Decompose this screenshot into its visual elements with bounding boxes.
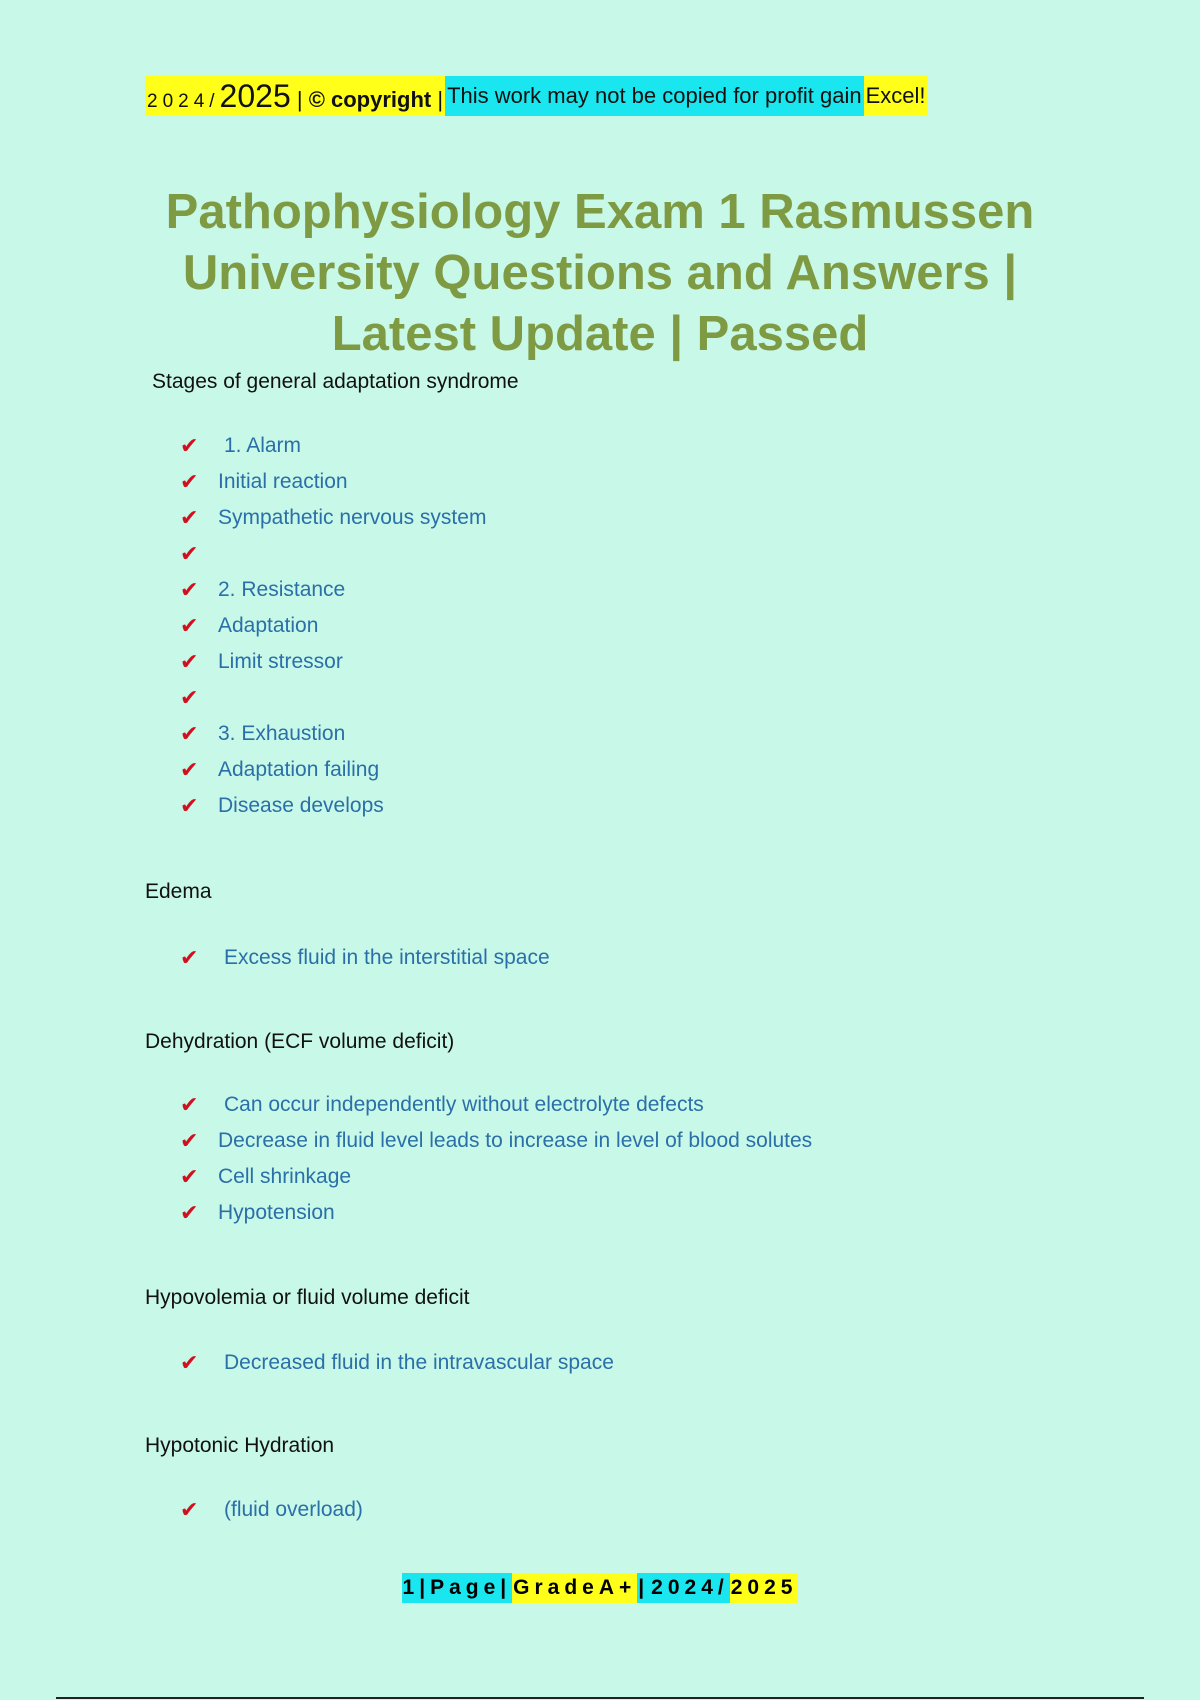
checkmark-icon: ✔ — [180, 1164, 199, 1189]
page-divider — [56, 1697, 1144, 1699]
list-item: ✔ Can occur independently without electrolyte defects — [180, 1092, 704, 1117]
list-item: ✔ Disease develops — [180, 793, 384, 818]
section-heading: Hypovolemia or fluid volume deficit — [145, 1286, 470, 1309]
document-title: Pathophysiology Exam 1 Rasmussen University Questions and Answers | Latest Update | Passed — [165, 185, 1035, 361]
checkmark-icon: ✔ — [180, 1350, 199, 1375]
list-item: ✔ (fluid overload) — [180, 1497, 363, 1522]
list-item: ✔ Cell shrinkage — [180, 1164, 352, 1189]
checkmark-icon: ✔ — [180, 793, 199, 818]
checkmark-icon: ✔ — [180, 577, 199, 602]
checkmark-icon: ✔ — [180, 945, 199, 970]
copy-notice: This work may not be copied for profit gain — [445, 76, 864, 116]
answer-list — [180, 1492, 363, 1528]
list-item: ✔ Adaptation failing — [180, 757, 380, 782]
page-footer: 1|Page|GradeA+|2024/2025 — [0, 1573, 1200, 1603]
page-number: 1|Page| — [402, 1573, 513, 1603]
answer-list — [180, 1345, 614, 1381]
list-item — [180, 680, 486, 716]
header-banner — [145, 76, 928, 116]
section-heading: Edema — [145, 880, 212, 903]
checkmark-icon: ✔ — [180, 1128, 199, 1153]
checkmark-icon: ✔ — [180, 1092, 199, 1117]
list-item: ✔ 1. Alarm — [180, 433, 302, 458]
section-heading: Dehydration (ECF volume deficit) — [145, 1030, 455, 1053]
section-heading: Stages of general adaptation syndrome — [152, 370, 519, 393]
checkmark-icon: ✔ — [180, 757, 199, 782]
checkmark-icon: ✔ — [180, 721, 199, 746]
checkmark-icon: ✔ — [180, 433, 199, 458]
excel-label: Excel! — [864, 76, 928, 116]
list-item: ✔ 3. Exhaustion — [180, 721, 346, 746]
answer-list — [180, 428, 486, 824]
checkmark-icon: ✔ — [180, 505, 199, 530]
list-item: ✔ 2. Resistance — [180, 577, 346, 602]
checkmark-icon: ✔ — [180, 685, 199, 710]
list-item: ✔ Sympathetic nervous system — [180, 505, 487, 530]
list-item: ✔ Initial reaction — [180, 469, 348, 494]
answer-list — [180, 1087, 812, 1231]
answer-list — [180, 940, 550, 976]
section-heading: Hypotonic Hydration — [145, 1434, 335, 1457]
checkmark-icon: ✔ — [180, 649, 199, 674]
grade-label: GradeA+ — [512, 1573, 637, 1603]
list-item: ✔ Adaptation — [180, 613, 319, 638]
list-item: ✔ Decrease in fluid level leads to increase in level of blood solutes — [180, 1128, 813, 1153]
list-item: ✔ Hypotension — [180, 1200, 335, 1225]
checkmark-icon: ✔ — [180, 613, 199, 638]
checkmark-icon: ✔ — [180, 541, 199, 566]
list-item: ✔ Limit stressor — [180, 649, 343, 674]
checkmark-icon: ✔ — [180, 1497, 199, 1522]
checkmark-icon: ✔ — [180, 469, 199, 494]
checkmark-icon: ✔ — [180, 1200, 199, 1225]
list-item: ✔ Decreased fluid in the intravascular space — [180, 1350, 614, 1375]
copyright-label: © copyright — [308, 87, 432, 112]
list-item: ✔ Excess fluid in the interstitial space — [180, 945, 550, 970]
header-year: 2024/2025 | © copyright | — [147, 78, 444, 114]
list-item — [180, 536, 486, 572]
